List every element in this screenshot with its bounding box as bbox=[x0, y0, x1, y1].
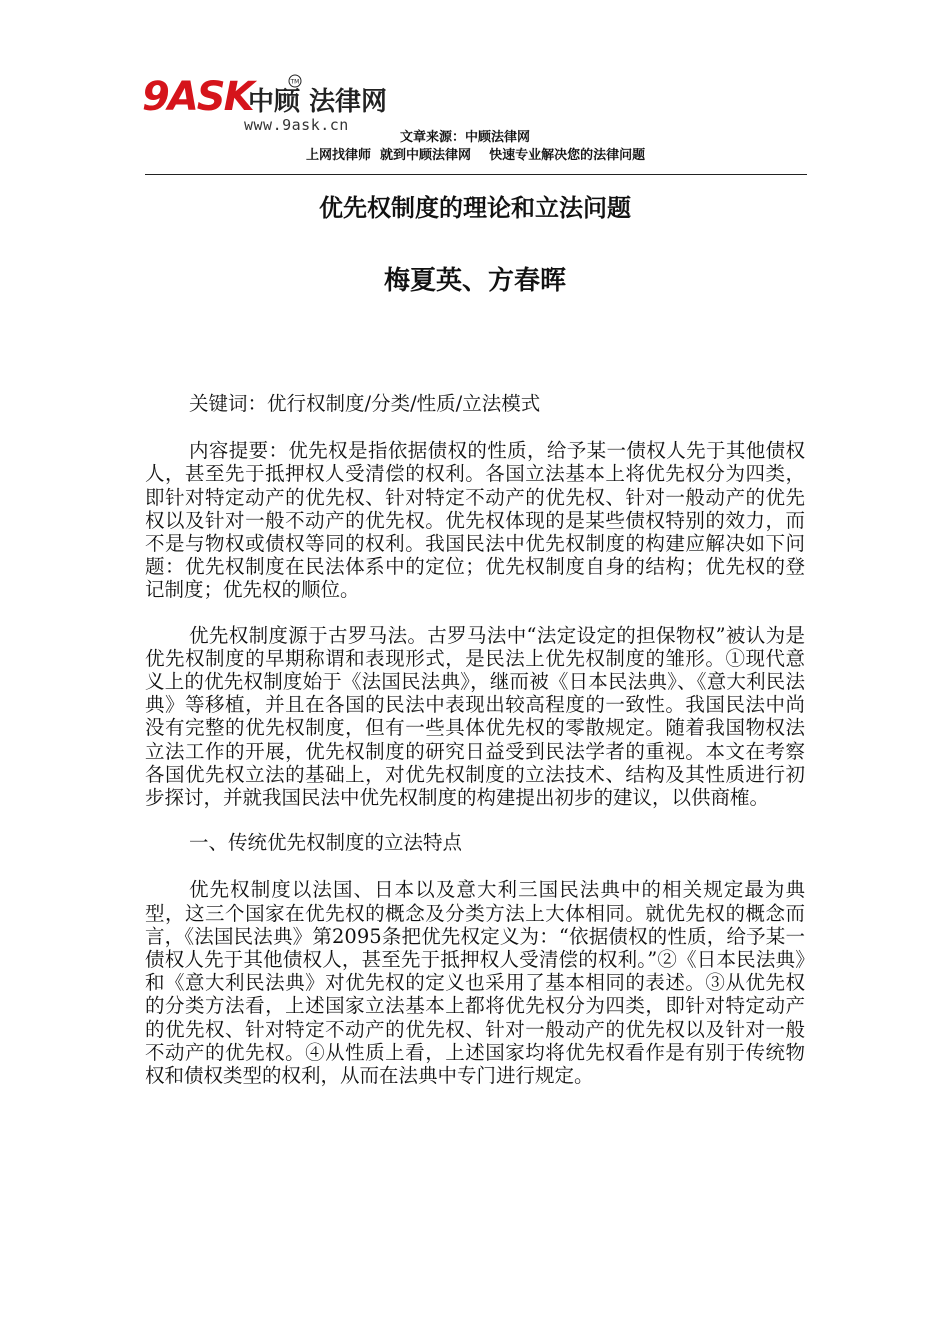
section-heading: 一、传统优先权制度的立法特点 bbox=[189, 831, 463, 855]
body-paragraph: 优先权制度以法国、日本以及意大利三国民法典中的相关规定最为典型，这三个国家在优先权的概念及分类方法上大体相同。就优先权的概念而言，《法国民法典》第2095条把优先权定义为：“依据债权的性质，给予某一债权人先于其他债权人，甚至先于抵押权人受清偿的权利。”②《日本民法典》和《意大利民法典》对优先权的定义也采用了基本相同的表述。③从优先权的分类方法看，上述国家立法基本上都将优先权分为四类，即针对特定动产的优先权、针对特定不动产的优先权、针对一般动产的优先权以及针对一般不动产的优先权。④从性质上看，上述国家均将优先权看作是有别于传统物权和债权类型的权利，从而在法典中专门进行规定。 bbox=[145, 878, 805, 1088]
header-divider bbox=[145, 174, 807, 175]
site-logo[interactable] bbox=[140, 72, 400, 142]
article-source: 文章来源：中顾法律网 bbox=[400, 130, 531, 145]
logo-cn-text: 中顾 法律网 bbox=[248, 87, 388, 117]
site-tagline: 上网找律师 就到中顾法律网 快速专业解决您的法律问题 bbox=[306, 148, 646, 163]
document-body bbox=[145, 392, 805, 1109]
abstract-paragraph: 内容提要：优先权是指依据债权的性质，给予某一债权人先于其他债权人，甚至先于抵押权人受清偿的权利。各国立法基本上将优先权分为四类，即针对特定动产的优先权、针对特定不动产的优先权、针对一般动产的优先权以及针对一般不动产的优先权。优先权体现的是某些债权特别的效力，而不是与物权或债权等同的权利。我国民法中优先权制度的构建应解决如下问题：优先权制度在民法体系中的定位；优先权制度自身的结构；优先权的登记制度；优先权的顺位。 bbox=[145, 439, 805, 602]
document-title: 优先权制度的理论和立法问题 bbox=[319, 194, 631, 222]
keywords-paragraph: 关键词：优行权制度/分类/性质/立法模式 bbox=[189, 392, 541, 415]
logo-url[interactable]: www.9ask.cn bbox=[244, 116, 349, 134]
body-paragraph: 优先权制度源于古罗马法。古罗马法中“法定设定的担保物权”被认为是优先权制度的早期称谓和表现形式，是民法上优先权制度的雏形。①现代意义上的优先权制度始于《法国民法典》，继而被《日本民法典》、《意大利民法典》等移植，并且在各国的民法中表现出较高程度的一致性。我国民法中尚没有完整的优先权制度，但有一些具体优先权的零散规定。随着我国物权法立法工作的开展，优先权制度的研究日益受到民法学者的重视。本文在考察各国优先权立法的基础上，对优先权制度的立法技术、结构及其性质进行初步探讨，并就我国民法中优先权制度的构建提出初步的建议，以供商榷。 bbox=[145, 623, 805, 810]
logo-9ask-text: 9ASK bbox=[142, 74, 253, 118]
document-authors: 梅夏英、方春晖 bbox=[383, 266, 566, 296]
logo-mark bbox=[140, 72, 400, 118]
logo-tm-text: TM bbox=[290, 78, 300, 86]
